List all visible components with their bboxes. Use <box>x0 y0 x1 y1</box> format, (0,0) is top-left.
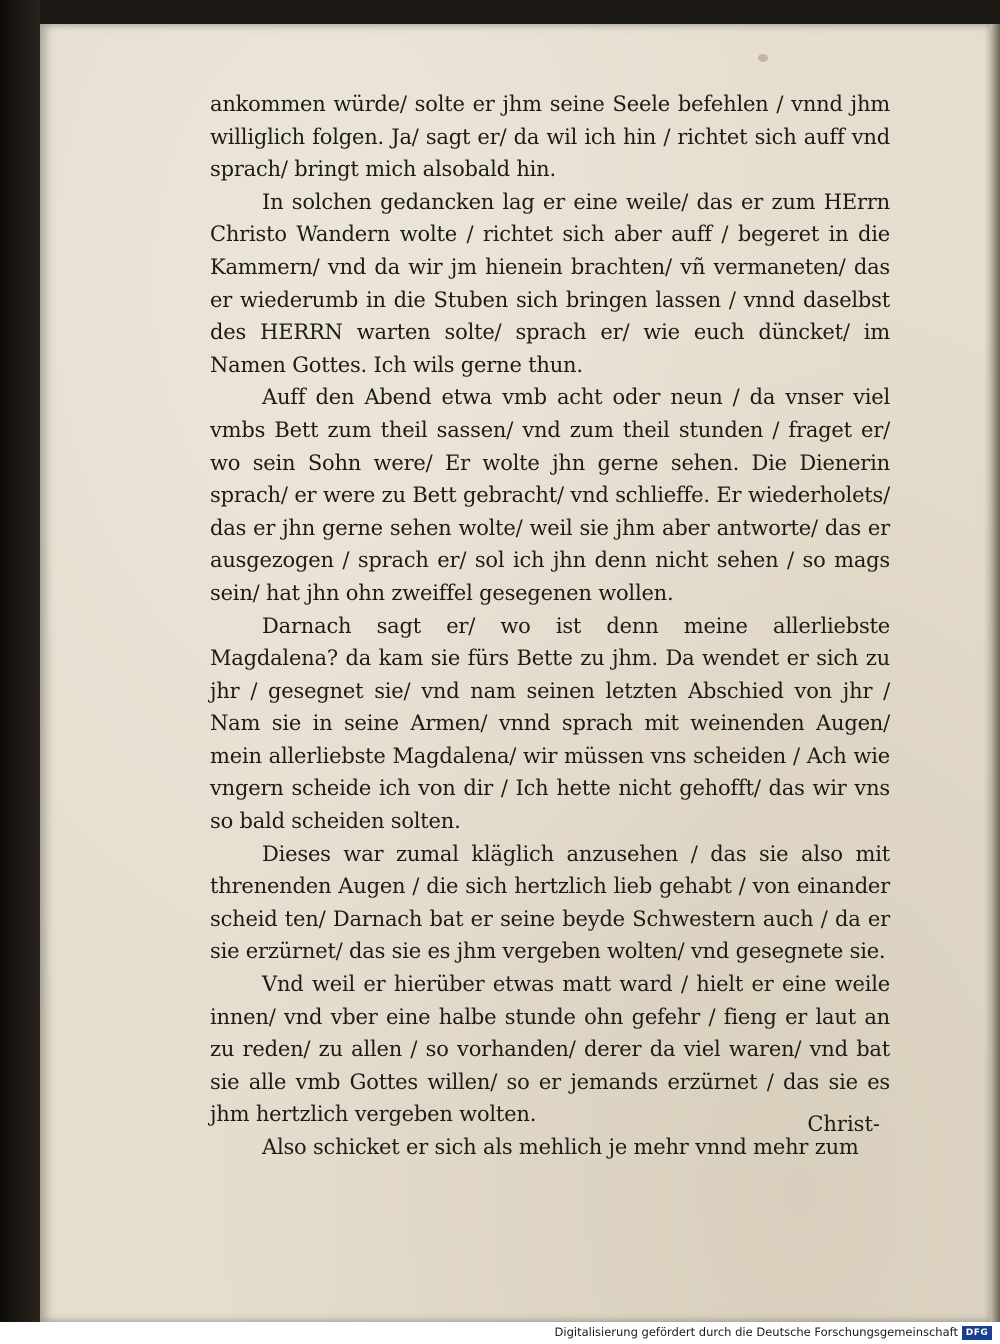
dfg-logo-icon: DFG <box>962 1326 992 1340</box>
paragraph-7: Also schicket er sich als mehlich je mehr vnnd mehr zum <box>262 1135 859 1159</box>
paragraph-5: Dieses war zumal kläglich anzusehen / das sie also mit threnenden Augen / die sich hertzlich lieb gehabt / von einander scheid ten/ Darnach bat er seine beyde Schwestern auch / da er sie erzürnet/ das sie es jhm vergeben wolten/ vnd gesegnete sie. <box>210 841 890 964</box>
paragraph-2: In solchen gedancken lag er eine weile/ das er zum HErrn Christo Wandern wolte / richtet sich aber auff / begeret in die Kammern/ vnd da wir jm hienein brachten/ vñ vermaneten/ das er wiederumb in die Stuben sich bringen lassen / vnnd daselbst des HERRN warten solte/ sprach er/ wie euch düncket/ im Namen Gottes. Ich wils gerne thun. <box>210 189 890 377</box>
body-text <box>210 88 890 1164</box>
paper-stain <box>758 54 768 62</box>
paragraph-3: Auff den Abend etwa vmb acht oder neun / da vnser viel vmbs Bett zum theil sassen/ vnd zum theil stunden / fraget er/ wo sein Sohn were/ Er wolte jhn gerne sehen. Die Dienerin sprach/ er were zu Bett gebracht/ vnd schlieffe. Er wiederholets/ das er jhn gerne sehen wolte/ weil sie jhm aber antworte/ das er ausgezogen / sprach er/ sol ich jhn denn nicht sehen / so mags sein/ hat jhn ohn zweiffel gesegenen wollen. <box>210 385 890 605</box>
paragraph-1: ankommen würde/ solte er jhm seine Seele befehlen / vnnd jhm williglich folgen. Ja/ sagt er/ da wil ich hin / richtet sich auff vnd sprach/ bringt mich alsobald hin. <box>210 92 890 182</box>
paragraph-4: Darnach sagt er/ wo ist denn meine allerliebste Magdalena? da kam sie fürs Bette zu jhm. Da wendet er sich zu jhr / gesegnet sie/ vnd nam seinen letzten Abschied von jhr / Nam sie in seine Armen/ vnnd sprach mit weinenden Augen/ mein allerliebste Magdalena/ wir müssen vns scheiden / Ach wie vngern scheide ich von dir / Ich hette nicht gehofft/ das wir vns so bald scheiden solten. <box>210 613 890 834</box>
book-spine-shadow <box>0 0 40 1322</box>
page-edge <box>990 24 1000 1322</box>
paragraph-6: Vnd weil er hierüber etwas matt ward / hielt er eine weile innen/ vnd vber eine halbe stunde ohn gefehr / fieng er laut an zu reden/ zu allen / so vorhanden/ derer da viel waren/ vnd bat sie alle vmb Gottes willen/ so er jemands erzürnet / das sie es jhm hertzlich vergeben wolten. <box>210 972 890 1127</box>
catchword: Christ- <box>807 1112 880 1136</box>
funding-credit: Digitalisierung gefördert durch die Deutsche Forschungsgemeinschaft <box>554 1325 958 1339</box>
